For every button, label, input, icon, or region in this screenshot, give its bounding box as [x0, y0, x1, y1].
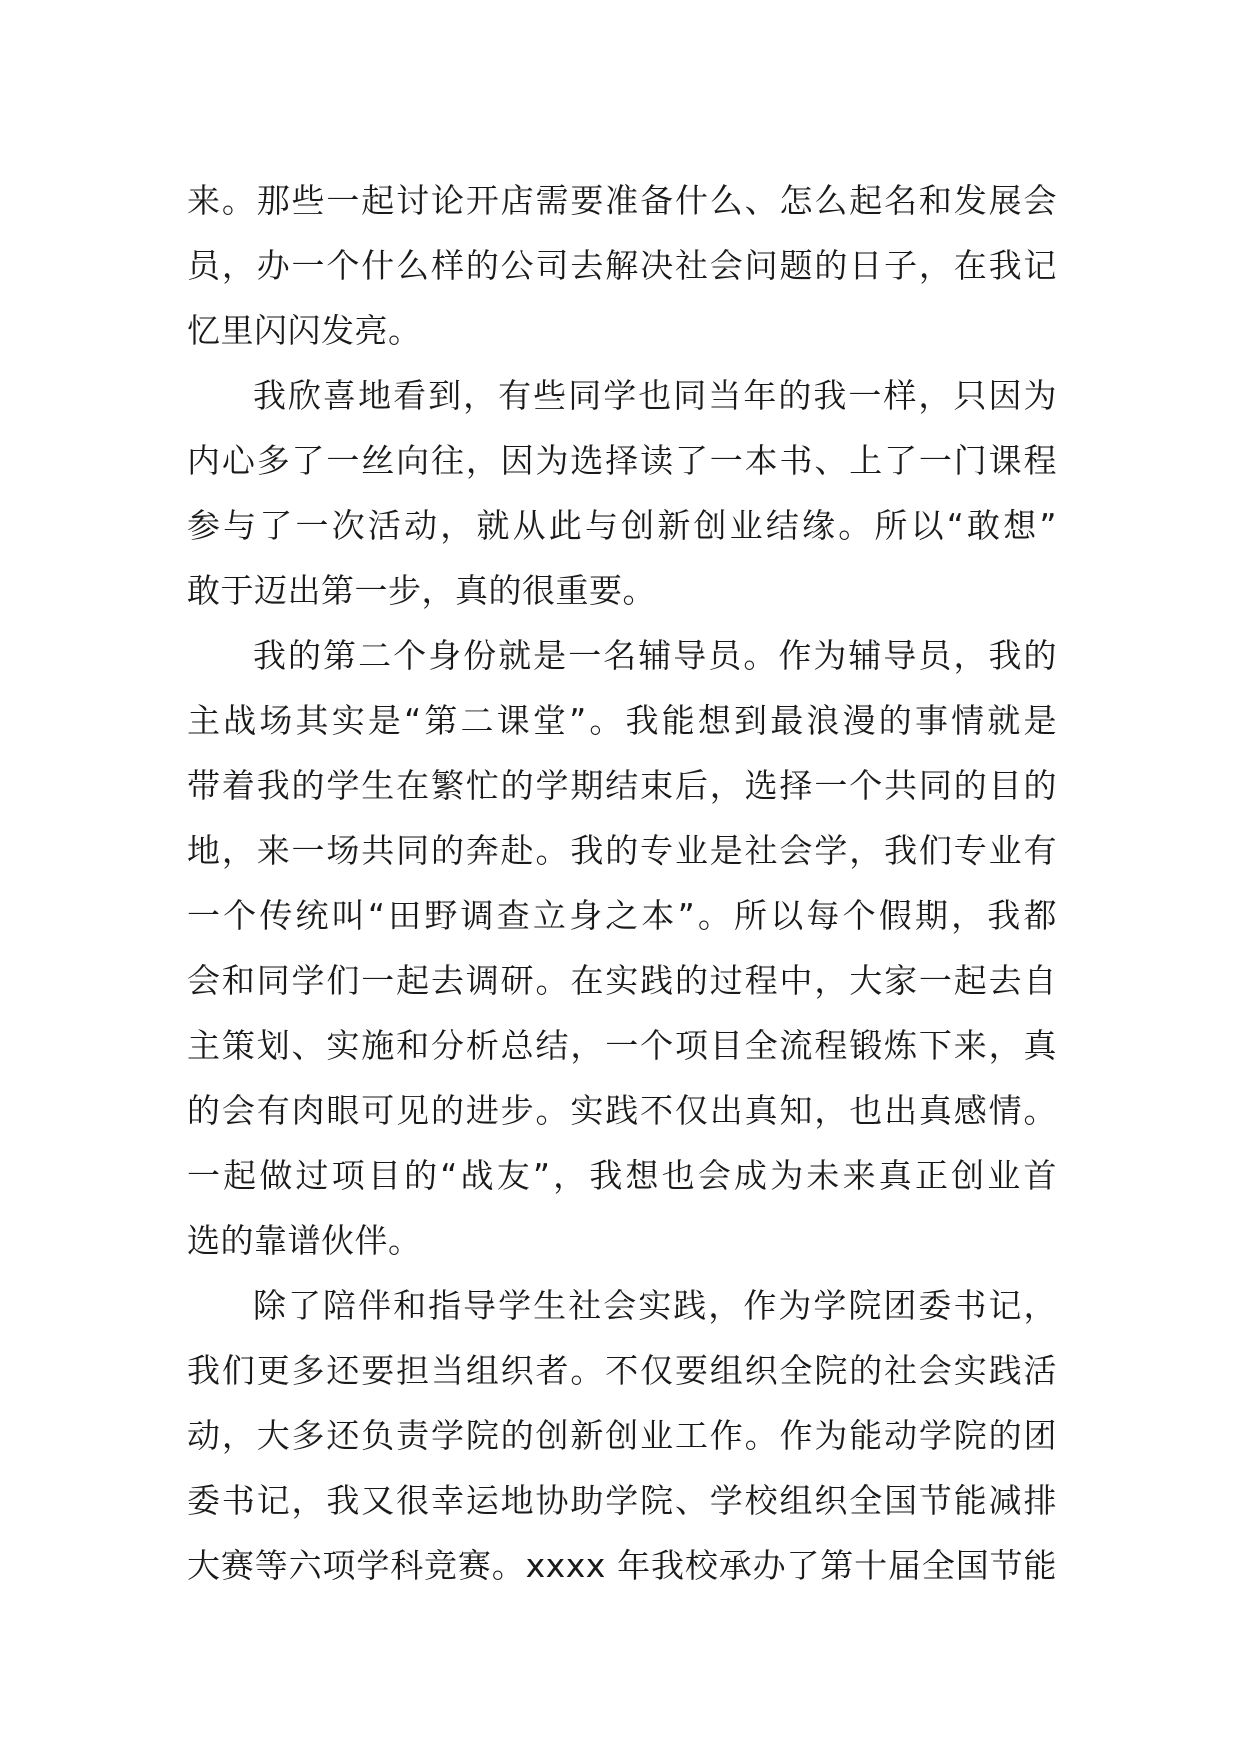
text-line: 选的靠谱伙伴。 — [187, 1221, 422, 1260]
text-line: 参与了一次活动，就从此与创新创业结缘。所以“敢想” — [187, 506, 1057, 545]
text-line: 我们更多还要担当组织者。不仅要组织全院的社会实践活 — [187, 1351, 1057, 1390]
text-line: 带着我的学生在繁忙的学期结束后，选择一个共同的目的 — [187, 766, 1057, 805]
text-line: 主战场其实是“第二课堂”。我能想到最浪漫的事情就是 — [187, 701, 1057, 740]
text-line: 忆里闪闪发亮。 — [187, 311, 422, 350]
text-line: 地，来一场共同的奔赴。我的专业是社会学，我们专业有 — [187, 831, 1057, 870]
paragraph-2 — [187, 363, 1057, 623]
text-line: 的会有肉眼可见的进步。实践不仅出真知，也出真感情。 — [187, 1091, 1057, 1130]
text-line: 一起做过项目的“战友”，我想也会成为未来真正创业首 — [187, 1156, 1057, 1195]
text-line: 一个传统叫“田野调查立身之本”。所以每个假期，我都 — [187, 896, 1057, 935]
text-line: 我的第二个身份就是一名辅导员。作为辅导员，我的 — [253, 636, 1057, 675]
text-line: 除了陪伴和指导学生社会实践，作为学院团委书记， — [253, 1286, 1057, 1325]
text-line: 动，大多还负责学院的创新创业工作。作为能动学院的团 — [187, 1416, 1057, 1455]
paragraph-4 — [187, 1273, 1057, 1598]
text-line: 会和同学们一起去调研。在实践的过程中，大家一起去自 — [187, 961, 1057, 1000]
document-body — [187, 168, 1057, 1598]
text-line: 主策划、实施和分析总结，一个项目全流程锻炼下来，真 — [187, 1026, 1057, 1065]
text-line: 委书记，我又很幸运地协助学院、学校组织全国节能减排 — [187, 1481, 1057, 1520]
paragraph-1 — [187, 168, 1057, 363]
text-line: 员，办一个什么样的公司去解决社会问题的日子，在我记 — [187, 246, 1057, 285]
text-line: 内心多了一丝向往，因为选择读了一本书、上了一门课程 — [187, 441, 1057, 480]
text-line: 我欣喜地看到，有些同学也同当年的我一样，只因为 — [253, 376, 1057, 415]
text-line: 大赛等六项学科竞赛。xxxx 年我校承办了第十届全国节能 — [187, 1546, 1057, 1585]
text-line: 来。那些一起讨论开店需要准备什么、怎么起名和发展会 — [187, 181, 1057, 220]
text-line: 敢于迈出第一步，真的很重要。 — [187, 571, 656, 610]
paragraph-3 — [187, 623, 1057, 1273]
